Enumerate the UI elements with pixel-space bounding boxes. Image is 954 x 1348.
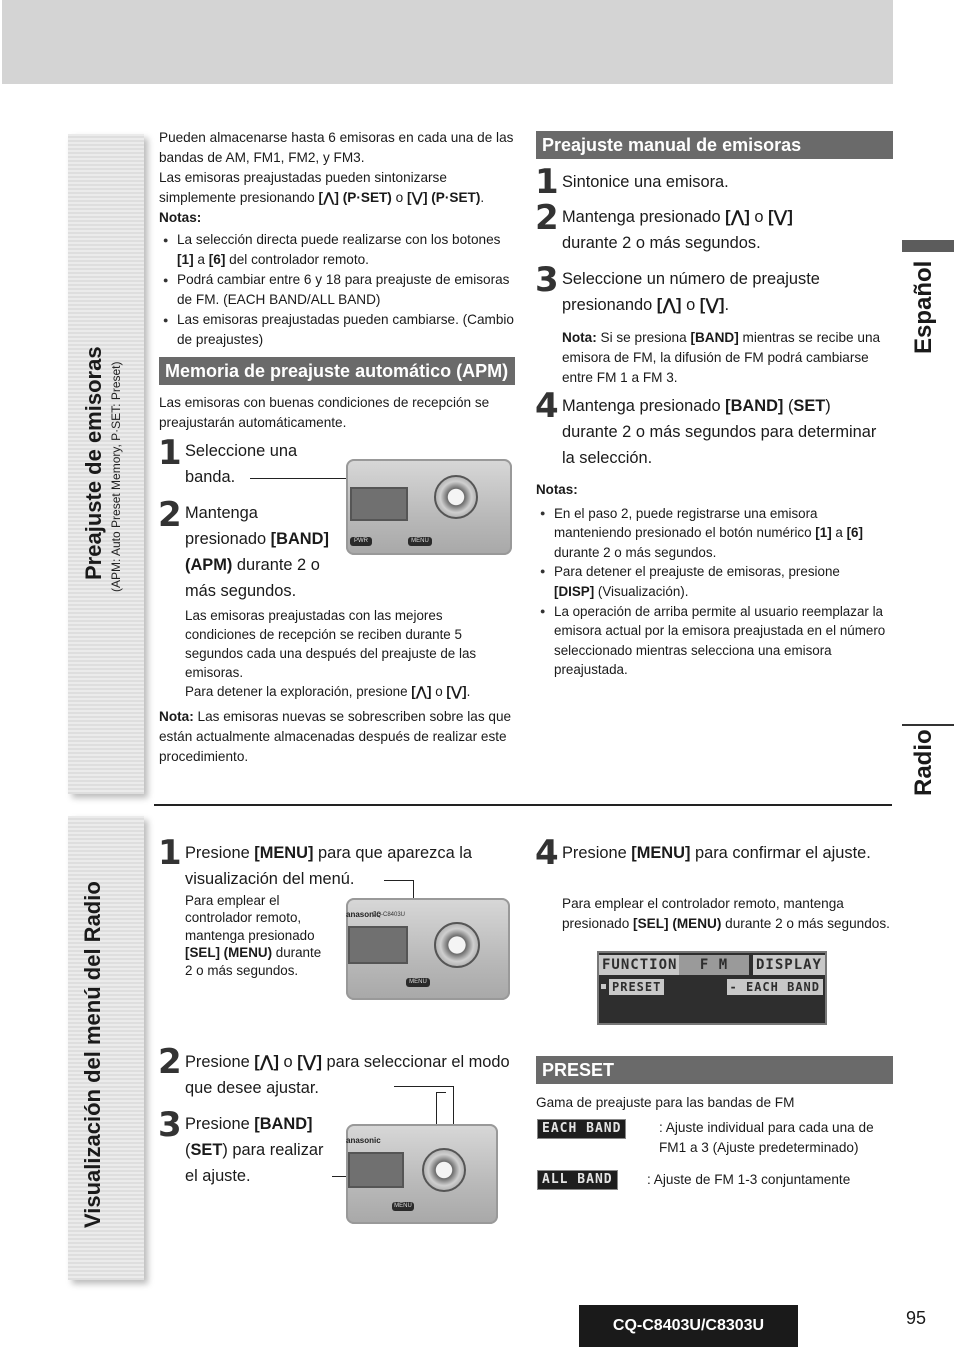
menu-button-icon: MENU	[392, 1202, 414, 1211]
each-band-text: : Ajuste individual para cada una de FM1 a 3 (Ajuste predeterminado)	[659, 1120, 874, 1155]
manual-note-3: ● La operación de arriba permite al usuario reemplazar la emisora actual por la emisora preajustada en el número seleccionado mientras selecciona una emisora preajustada.	[536, 602, 890, 680]
apm-step-2-number: 2	[158, 495, 182, 535]
side-tab-preset-title: Preajuste de emisoras	[81, 346, 106, 580]
manual-step-4-text: Mantenga presionado [BAND] (SET) durante 2 o más segundos para determinar la selección.	[562, 397, 877, 467]
menu-lcd-display	[597, 951, 827, 1025]
manual-heading: Preajuste manual de emisoras	[536, 131, 893, 159]
radio-front-panel-image-3	[346, 1124, 498, 1224]
preset-heading: PRESET	[536, 1056, 893, 1084]
language-tab-bar	[902, 240, 954, 252]
menu-step-2-number: 2	[158, 1042, 182, 1082]
radio-model-label: CQ-C8403U	[372, 912, 406, 918]
menu-step-1-remote: Para emplear el controlador remoto, mantenga presionado [SEL] (MENU) durante 2 o más segundos.	[185, 893, 322, 978]
menu-step-4-number: 4	[535, 833, 559, 873]
radio-front-panel-image-1	[346, 459, 512, 555]
lcd-display: DISPLAY	[753, 955, 825, 975]
lcd-setting: - EACH BAND	[727, 979, 823, 995]
language-tab: Español	[910, 260, 937, 354]
manual-note-1: ● En el paso 2, puede registrarse una emisora manteniendo presionado el botón numérico [1] a [6] durante 2 o más segundos.	[536, 504, 890, 563]
manual-note-2: ● Para detener el preajuste de emisoras, presione [DISP] (Visualización).	[536, 562, 890, 601]
preset-intro	[159, 128, 519, 350]
lcd-preset: PRESET	[609, 979, 664, 995]
intro-note-1: ● La selección directa puede realizarse con los botones [1] a [6] del controlador remoto.	[159, 230, 519, 270]
volume-knob-icon	[422, 1148, 466, 1192]
model-badge: CQ-C8403U/C8303U	[579, 1305, 798, 1347]
section-tab-line	[902, 724, 954, 726]
radio-display	[350, 487, 408, 521]
menu-step-1-text: Presione [MENU] para que aparezca la visualización del menú.	[185, 844, 472, 888]
menu-step-3-number: 3	[158, 1105, 182, 1145]
intro-notes-title: Notas:	[159, 210, 202, 225]
lcd-row-setting	[599, 977, 825, 997]
menu-button-icon: MENU	[408, 537, 432, 546]
apm-note: Nota: Las emisoras nuevas se sobrescriben sobre las que están actualmente almacenadas después de realizar este procedimiento.	[159, 709, 512, 764]
pwr-button-icon: PWR	[350, 537, 372, 546]
apm-intro: Las emisoras con buenas condiciones de recepción se preajustarán automáticamente.	[159, 395, 490, 430]
side-tab-menu-title: Visualización del menú del Radio	[80, 881, 105, 1228]
lcd-band: F M	[679, 955, 749, 975]
all-band-text: : Ajuste de FM 1-3 conjuntamente	[647, 1172, 851, 1187]
manual-step-4-number: 4	[535, 386, 559, 426]
lcd-cursor-icon	[601, 984, 606, 989]
volume-knob-icon	[434, 922, 480, 968]
side-tab-preset-subtitle: (APM: Auto Preset Memory, P·SET: Preset)	[109, 361, 123, 592]
manual-notes-title: Notas:	[536, 482, 578, 497]
intro-note-3: ● Las emisoras preajustadas pueden cambiarse. (Cambio de preajustes)	[159, 310, 519, 350]
manual-step-2-number: 2	[535, 198, 559, 238]
side-tab-menu	[68, 816, 144, 1280]
manual-step-1-number: 1	[535, 162, 559, 202]
intro-paragraph-1: Pueden almacenarse hasta 6 emisoras en cada una de las bandas de AM, FM1, FM2, y FM3.	[159, 130, 514, 165]
menu-step-4-remote: Para emplear el controlador remoto, mantenga presionado [SEL] (MENU) durante 2 o más segundos.	[562, 896, 890, 931]
manual-step-2-text: Mantenga presionado [⋀] o [⋁] durante 2 o más segundos.	[562, 208, 793, 252]
radio-brand-label: anasonic	[346, 1136, 381, 1145]
menu-step-3-text: Presione [BAND] (SET) para realizar el ajuste.	[185, 1115, 324, 1185]
manual-step-3-text: Seleccione un número de preajuste presionando [⋀] o [⋁].	[562, 270, 820, 314]
manual-notes	[536, 480, 890, 680]
radio-display	[348, 1152, 404, 1188]
intro-note-2: ● Podrá cambiar entre 6 y 18 para preajuste de emisoras de FM. (EACH BAND/ALL BAND)	[159, 270, 519, 310]
lcd-function: FUNCTION	[599, 955, 680, 975]
radio-display	[348, 926, 408, 964]
section-divider	[154, 804, 892, 806]
lcd-row-header	[599, 955, 825, 975]
menu-step-2-text: Presione [⋀] o [⋁] para seleccionar el modo que desee ajustar.	[185, 1053, 510, 1097]
volume-knob-icon	[434, 475, 478, 519]
section-tab: Radio	[910, 729, 937, 796]
apm-step-2-text: Mantenga presionado [BAND] (APM) durante 2 o más segundos.	[185, 504, 329, 600]
all-band-badge: ALL BAND	[537, 1170, 618, 1190]
apm-step-1-text: Seleccione una banda.	[185, 442, 298, 486]
radio-brand-label: anasonic	[346, 910, 381, 919]
header-band	[2, 0, 893, 84]
apm-step-2-detail: Las emisoras preajustadas con las mejores condiciones de recepción se reciben durante 5 segundos cada una después del preajuste de las emisoras. Para detener la exploración, presione [⋀] o [⋁].	[185, 608, 477, 699]
intro-paragraph-2: Las emisoras preajustadas pueden sintonizarse simplemente presionando [⋀] (P·SET) o [⋁] (P·SET).	[159, 170, 485, 205]
page-number: 95	[906, 1308, 927, 1328]
apm-heading: Memoria de preajuste automático (APM)	[159, 357, 515, 385]
manual-step-1-text: Sintonice una emisora.	[562, 173, 729, 191]
manual-step-3-note: Nota: Si se presiona [BAND] mientras se recibe una emisora de FM, la difusión de FM podrá cambiarse entre FM 1 a FM 3.	[562, 330, 881, 385]
preset-range: Gama de preajuste para las bandas de FM	[536, 1095, 795, 1110]
menu-button-icon: MENU	[406, 978, 430, 987]
side-tab-preset	[68, 134, 144, 794]
radio-front-panel-image-2	[346, 898, 510, 1000]
menu-step-4-text: Presione [MENU] para confirmar el ajuste.	[562, 844, 871, 862]
manual-step-3-number: 3	[535, 260, 559, 300]
apm-step-1-number: 1	[158, 433, 182, 473]
menu-step-1-number: 1	[158, 833, 182, 873]
each-band-badge: EACH BAND	[537, 1119, 626, 1139]
